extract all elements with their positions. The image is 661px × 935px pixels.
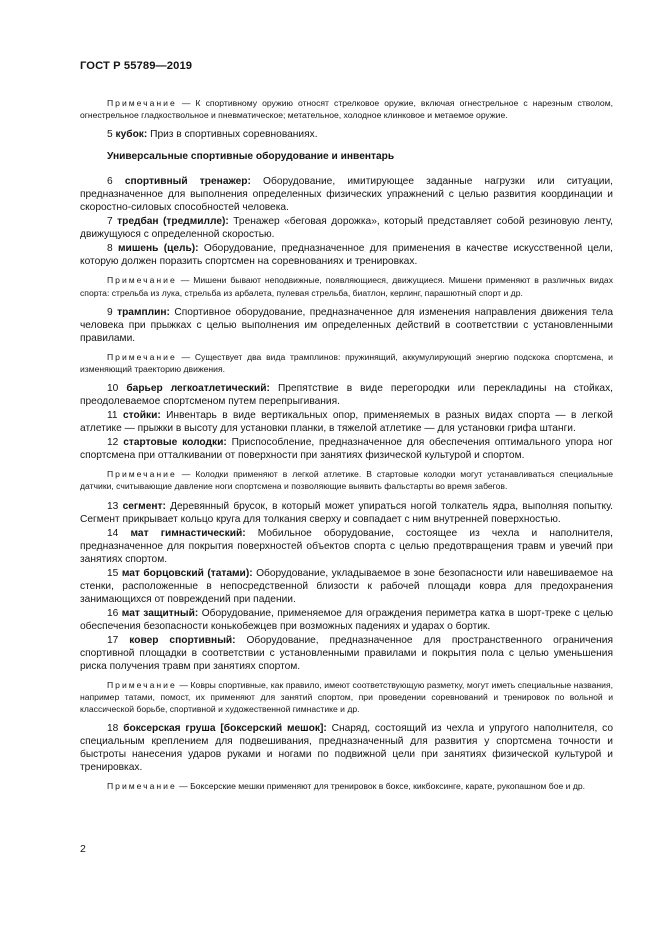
note-paragraph <box>80 679 613 716</box>
term-definition: Препятствие в виде перегородки или перекладины на стойках, преодолеваемое спортсменом путем перепрыгивания. <box>80 383 614 408</box>
note-paragraph <box>80 274 613 298</box>
section-heading: Универсальные спортивные оборудование и инвентарь <box>107 151 395 163</box>
term-definition: Деревянный брусок, в который может упираться ногой толкатель ядра, выполняя попытку. Сегмент прикрывает кольцо круга для толкания сверху и совпадает с ним внутренней поверхностью. <box>80 500 613 525</box>
term-definition: Оборудование, применяемое для ограждения периметра катка в шорт-треке с целью обеспечения безопасности конькобежцев при возможных падениях и ударах о бортик. <box>80 607 613 632</box>
term-definition: Приз в спортивных соревнованиях. <box>147 129 318 141</box>
note-label: Примечание <box>107 275 177 286</box>
term-definition: Оборудование, предназначенное для пространственного ограничения спортивной площадки в соответствии с установленными правилами и покрытия пола с целью уменьшения риска получения травм при занятиях спортом. <box>80 634 613 672</box>
term-entry <box>80 607 613 633</box>
term-number: 5 <box>107 129 113 141</box>
term-definition: Оборудование, укладываемое в зоне безопасности или навешиваемое на стенки, расположенные в непосредственной близости к рабочей площади ковра для предохранения занимающихся от повреждений при падении. <box>80 567 613 605</box>
term-definition: Оборудование, имитирующее заданные нагрузки или ситуации, предназначенное для выполнения определенных физических упражнений с целью развития координации и скоростно-силовых способностей человека. <box>80 176 613 214</box>
term-number: 13 <box>107 500 119 512</box>
term-number: 17 <box>107 634 119 646</box>
term-number: 15 <box>107 567 119 579</box>
term-name: тредбан (тредмилле): <box>117 216 229 228</box>
term-name: боксерская груша [боксерский мешок]: <box>123 723 327 735</box>
term-entry <box>80 175 613 214</box>
note-label: Примечание <box>107 98 177 108</box>
page-number: 2 <box>80 843 86 855</box>
term-entry <box>80 215 613 241</box>
note-label: Примечание <box>107 781 177 792</box>
term-number: 9 <box>107 306 113 318</box>
term-definition: Спортивное оборудование, предназначенное для изменения направления движения тела человека при прыжках с целью выполнения им определенных действий в соответствии с установленными правилами. <box>80 306 613 344</box>
term-number: 8 <box>107 243 113 255</box>
term-number: 10 <box>107 383 119 395</box>
term-number: 11 <box>107 410 118 422</box>
term-number: 18 <box>107 723 119 735</box>
note-text: — Существует два вида трамплинов: пружинящий, аккумулирующий энергию подскока спортсмена, и изменяющий траекторию движения. <box>80 351 613 375</box>
term-number: 12 <box>107 437 119 449</box>
term-definition: Мобильное оборудование, состоящее из чехла и наполнителя, предназначенное для покрытия поверхностей объектов спорта с целью предотвращения травм и увечий при занятиях спортом. <box>80 527 613 565</box>
term-number: 6 <box>107 176 113 188</box>
term-entry <box>80 722 613 774</box>
term-name: мат защитный: <box>121 607 199 619</box>
note-paragraph <box>80 780 613 792</box>
note-label: Примечание <box>107 679 177 690</box>
note-paragraph <box>80 468 613 492</box>
term-entry <box>80 436 613 462</box>
note-label: Примечание <box>107 469 177 480</box>
term-definition: Инвентарь в виде вертикальных опор, применяемых в разных видах спорта — в легкой атлетике — прыжки в высоту для установки планки, в тяжелой атлетике — для установки грифа штанги. <box>80 410 613 435</box>
note-paragraph <box>80 351 613 375</box>
term-entry <box>80 500 613 526</box>
term-entry <box>80 242 613 268</box>
term-entry <box>80 409 613 435</box>
term-number: 16 <box>107 607 119 619</box>
term-entry <box>80 306 613 345</box>
document-header: ГОСТ Р 55789—2019 <box>80 60 193 72</box>
term-name: ковер спортивный: <box>129 634 236 646</box>
note-label: Примечание <box>107 351 177 362</box>
term-definition: Тренажер «беговая дорожка», который представляет собой резиновую ленту, движущуюся с определенной скоростью. <box>80 216 613 241</box>
term-name: мат гимнастический: <box>130 527 246 539</box>
term-entry <box>80 128 613 141</box>
term-definition: Приспособление, предназначенное для обеспечения оптимального упора ног спортсмена при отталкивании от поверхности при занятиях физической культурой и спортом. <box>80 437 613 462</box>
term-name: спортивный тренажер: <box>124 176 251 188</box>
term-name: барьер легкоатлетический: <box>126 383 270 395</box>
term-entry <box>80 527 613 566</box>
term-name: стойки: <box>122 410 161 422</box>
term-definition: Оборудование, предназначенное для применения в качестве искусственной цели, которую должен поразить спортсмен на соревнованиях и тренировках. <box>80 243 613 268</box>
term-name: мат борцовский (татами): <box>121 567 253 579</box>
term-number: 14 <box>107 527 119 539</box>
document-body <box>80 91 613 799</box>
term-entry <box>80 567 613 606</box>
note-text: — Боксерские мешки применяют для тренировок в боксе, кикбоксинге, карате, рукопашном бое и др. <box>176 781 586 792</box>
note-text: — Ковры спортивные, как правило, имеют соответствующую разметку, могут иметь специальные названия, например татами, помост, их применяют для занятий спортом, при проведении соревнований и тренировок по вольной и классической борьбе, спортивной и художественной гимнастике и др. <box>80 679 613 715</box>
note-paragraph <box>80 97 613 121</box>
term-entry <box>80 382 613 408</box>
note-text: — Колодки применяют в легкой атлетике. В стартовые колодки могут устанавливаться специальные датчики, считывающие давление ноги спортсмена и позволяющие выявить фальстарты во время забегов. <box>80 469 613 492</box>
term-name: кубок: <box>115 129 148 141</box>
term-definition: Снаряд, состоящий из чехла и упругого наполнителя, со специальным креплением для подвешивания, предназначенный для развития у спортсмена точности и быстроты нанесения ударов руками и ногами по подвижной цели при занятиях физической культурой и тренировках. <box>80 723 613 774</box>
note-text: — К спортивному оружию относят стрелковое оружие, включая огнестрельное с нарезным стволом, огнестрельное гладкоствольное и пневматическое; метательное, холодное клинковое и метаемое оружие. <box>80 98 613 121</box>
term-name: трамплин: <box>117 306 170 318</box>
term-entry <box>80 634 613 673</box>
term-number: 7 <box>107 216 113 228</box>
term-name: стартовые колодки: <box>123 437 227 449</box>
term-name: сегмент: <box>122 500 166 512</box>
term-name: мишень (цель): <box>118 243 199 255</box>
note-text: — Мишени бывают неподвижные, появляющиеся, движущиеся. Мишени применяют в различных видах спорта: стрельба из лука, стрельба из арбалета, пулевая стрельба, биатлон, керлинг, парашютный спорт и др. <box>80 275 613 298</box>
